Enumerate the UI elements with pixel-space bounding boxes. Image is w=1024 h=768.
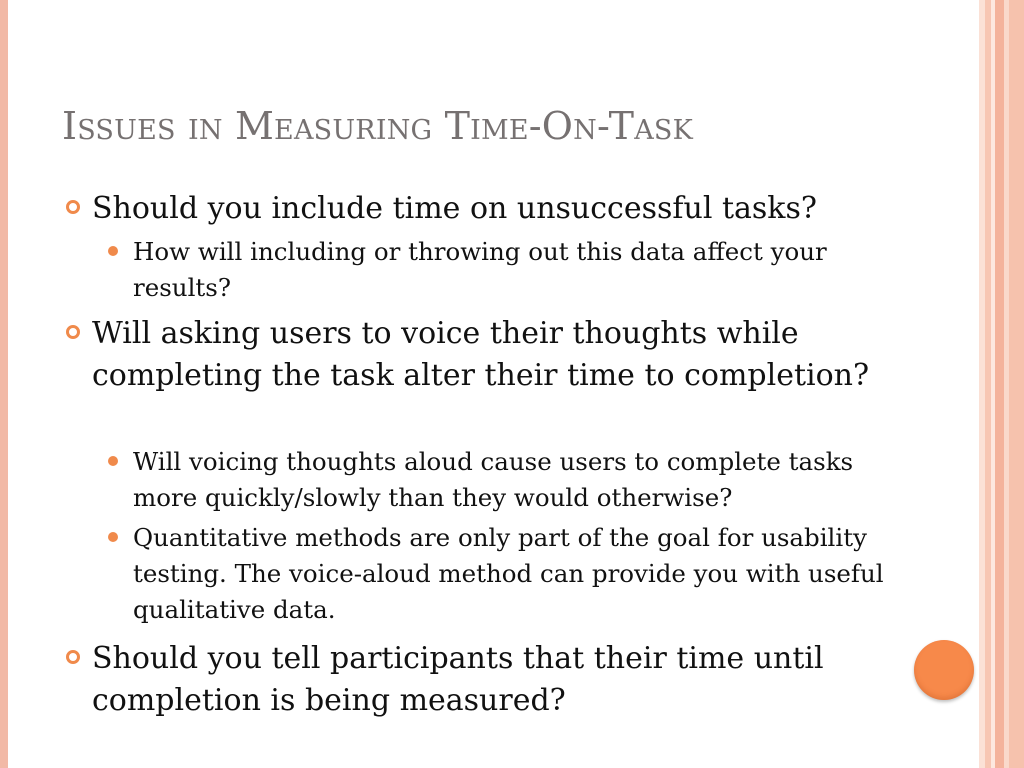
bullet-level2 xyxy=(133,520,893,628)
decor-circle xyxy=(914,640,974,700)
bullet-ring-icon xyxy=(66,650,80,664)
bullet-text: Will voicing thoughts aloud cause users to complete tasks more quickly/slowly than they would otherwise? xyxy=(133,447,854,512)
bullet-dot-icon xyxy=(108,246,118,256)
bullet-text: Should you tell participants that their time until completion is being measured? xyxy=(92,641,824,718)
bullet-text: Should you include time on unsuccessful tasks? xyxy=(92,191,817,226)
bullet-dot-icon xyxy=(108,532,118,542)
bullet-ring-icon xyxy=(66,200,80,214)
bullet-level2 xyxy=(133,444,893,516)
bullet-level1 xyxy=(92,638,882,722)
bullet-level1 xyxy=(92,313,882,397)
bullet-level1 xyxy=(92,188,882,230)
decor-stripe xyxy=(1009,0,1024,768)
slide-frame-left xyxy=(0,0,8,768)
bullet-ring-icon xyxy=(66,325,80,339)
bullet-dot-icon xyxy=(108,456,118,466)
slide-title: Issues in Measuring Time-On-Task xyxy=(62,104,693,148)
bullet-text: Will asking users to voice their thoughts while completing the task alter their time to completion? xyxy=(92,316,870,393)
decor-stripe xyxy=(995,0,1004,768)
bullet-text: How will including or throwing out this data affect your results? xyxy=(133,237,827,302)
bullet-level2 xyxy=(133,234,893,306)
bullet-text: Quantitative methods are only part of the goal for usability testing. The voice-aloud method can provide you with useful qualitative data. xyxy=(133,523,884,624)
